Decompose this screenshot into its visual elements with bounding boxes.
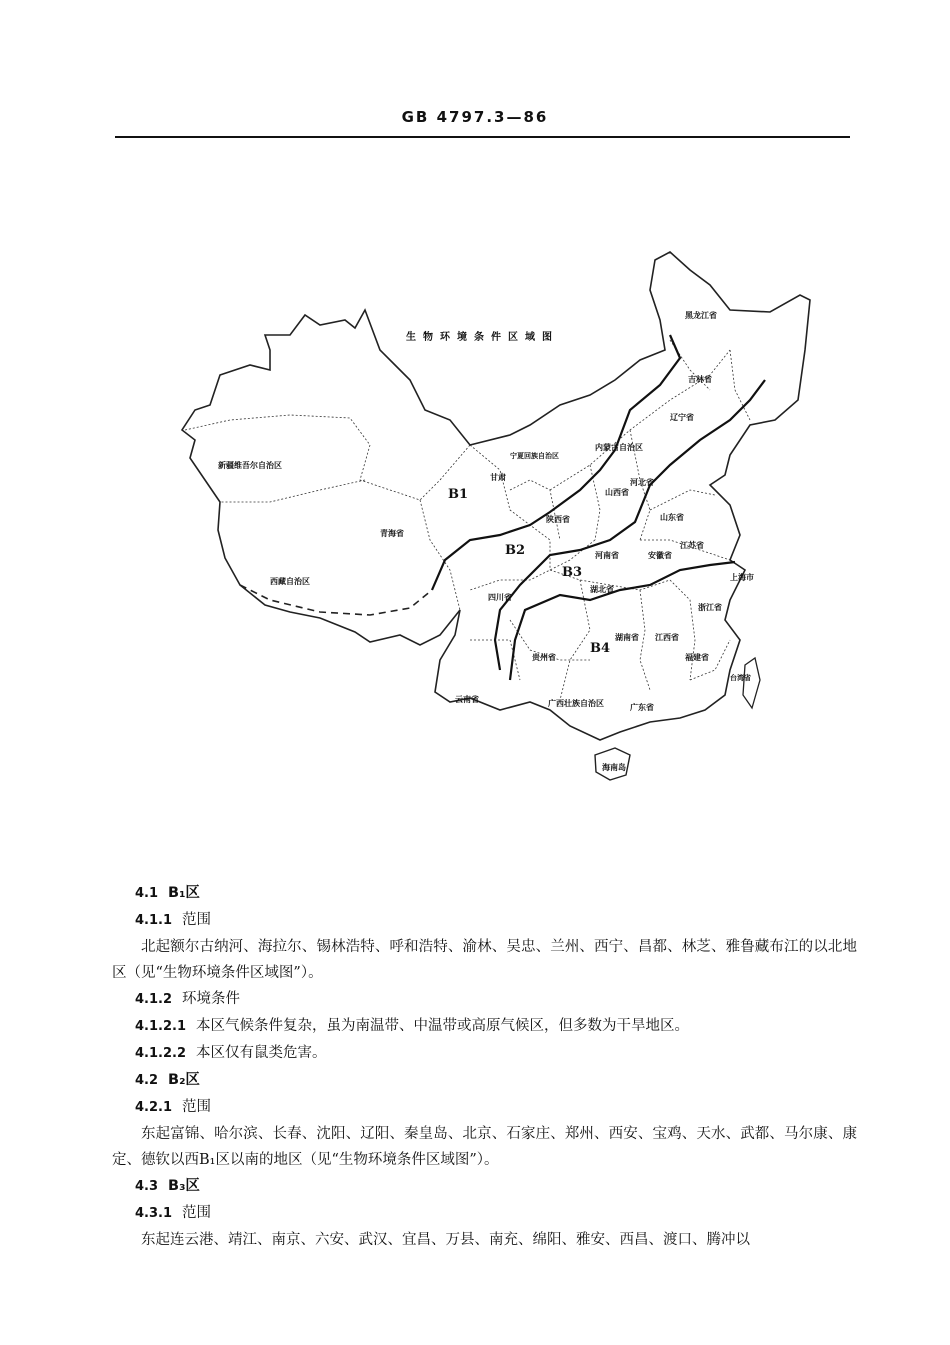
label-shanxi: 山西省 — [605, 488, 629, 497]
heading-4-3-1: 4.3.1 范围 — [135, 1205, 212, 1221]
label-taiwan: 台湾省 — [730, 674, 751, 682]
label-shaanxi: 陕西省 — [546, 515, 570, 524]
label-hubei: 湖北省 — [590, 585, 614, 594]
zone-b1-label: B1 — [448, 487, 469, 502]
zone-line-b1-b2 — [432, 335, 680, 590]
heading-4-3: 4.3 B₃区 — [135, 1178, 200, 1194]
label-hainan: 海南岛 — [602, 763, 626, 772]
label-neimenggu: 内蒙古自治区 — [595, 443, 643, 452]
item-4-1-2-2: 4.1.2.2 本区仅有鼠类危害。 — [135, 1045, 327, 1061]
heading-4-2-1: 4.2.1 范围 — [135, 1099, 212, 1115]
zone-line-b3-b4 — [510, 562, 735, 680]
label-sichuan: 四川省 — [488, 593, 512, 602]
label-anhui: 安徽省 — [648, 551, 672, 560]
label-guizhou: 贵州省 — [532, 653, 556, 662]
label-xinjiang: 新疆维吾尔自治区 — [218, 461, 282, 470]
label-heilongjiang: 黑龙江省 — [685, 311, 717, 320]
paragraph-4-3-1: 东起连云港、靖江、南京、六安、武汉、宜昌、万县、南充、绵阳、雅安、西昌、渡口、腾冲以 — [141, 1232, 750, 1248]
page-header: GB 4797.3—86 — [401, 108, 549, 126]
zone-line-b2-b3 — [495, 380, 765, 670]
taiwan-outline — [743, 658, 760, 708]
label-henan: 河南省 — [595, 551, 619, 560]
label-xizang: 西藏自治区 — [270, 577, 310, 586]
paragraph-4-1-1: 北起额尔古纳河、海拉尔、锡林浩特、呼和浩特、渝林、吴忠、兰州、西宁、昌都、林芝、雅鲁藏布江的以北地区（见“生物环境条件区域图”）。 — [112, 939, 857, 981]
label-shandong: 山东省 — [660, 513, 684, 522]
zone-b2-label: B2 — [505, 543, 526, 558]
label-shanghai: 上海市 — [730, 573, 754, 582]
label-gansu: 甘肃 — [490, 473, 506, 482]
heading-4-1-1: 4.1.1 范围 — [135, 912, 212, 928]
label-fujian: 福建省 — [685, 653, 709, 662]
zone-b3-label: B3 — [562, 565, 583, 580]
label-jiangsu: 江苏省 — [680, 541, 704, 550]
item-4-1-2-1: 4.1.2.1 本区气候条件复杂，虽为南温带、中温带或高原气候区，但多数为干旱地区。 — [135, 1018, 689, 1034]
label-hebei: 河北省 — [630, 478, 654, 487]
zone-b4-label: B4 — [590, 641, 611, 656]
label-guangxi: 广西壮族自治区 — [548, 699, 604, 708]
country-outline — [182, 252, 810, 740]
xizang-dashed-line — [240, 585, 432, 615]
label-qinghai: 青海省 — [380, 529, 404, 538]
label-guangdong: 广东省 — [630, 703, 654, 712]
map-title: 生物环境条件区域图 — [406, 332, 559, 343]
label-jiangxi: 江西省 — [655, 633, 679, 642]
label-ningxia: 宁夏回族自治区 — [510, 452, 559, 460]
label-zhejiang: 浙江省 — [698, 603, 722, 612]
heading-4-1-2: 4.1.2 环境条件 — [135, 991, 241, 1007]
header-rule — [115, 136, 850, 138]
label-jilin: 吉林省 — [688, 375, 712, 384]
label-yunnan: 云南省 — [455, 695, 479, 704]
heading-4-2: 4.2 B₂区 — [135, 1072, 200, 1088]
china-zone-map — [170, 240, 820, 800]
label-hunan: 湖南省 — [615, 633, 639, 642]
heading-4-1: 4.1 B₁区 — [135, 885, 200, 901]
document-body — [112, 880, 857, 1253]
paragraph-4-2-1: 东起富锦、哈尔滨、长春、沈阳、辽阳、秦皇岛、北京、石家庄、郑州、西安、宝鸡、天水、武都、马尔康、康定、德钦以西B₁区以南的地区（见“生物环境条件区域图”）。 — [112, 1126, 857, 1168]
label-liaoning: 辽宁省 — [670, 413, 694, 422]
